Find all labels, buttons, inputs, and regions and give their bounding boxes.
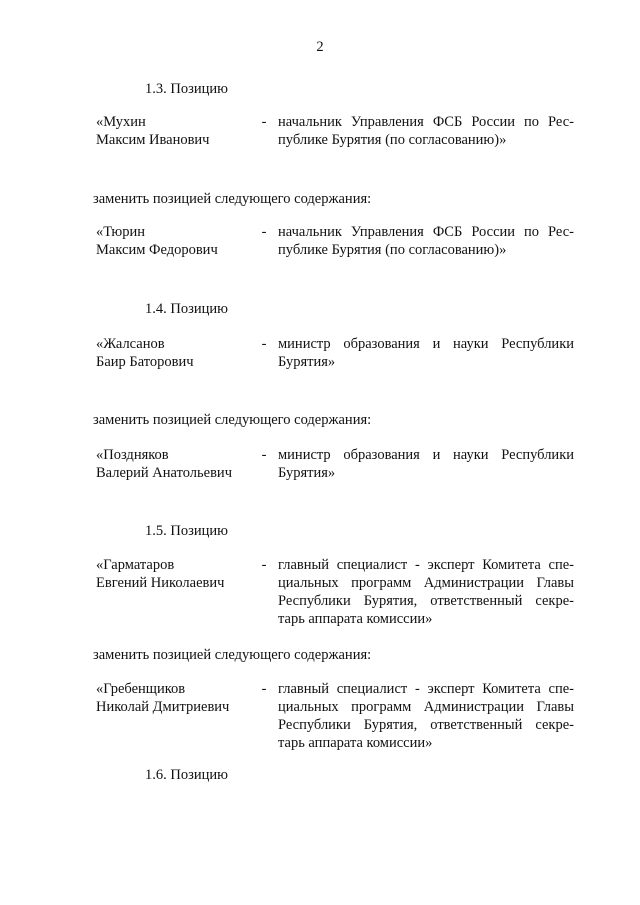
- person-name-line2: Максим Федорович: [96, 242, 218, 258]
- person-name-line1: «Тюрин: [96, 224, 145, 240]
- entry-dash: -: [261, 336, 267, 352]
- description-line: Республики Бурятия, ответственный секре-: [278, 593, 574, 609]
- person-name-line2: Евгений Николаевич: [96, 575, 225, 591]
- entry-dash: -: [261, 557, 267, 573]
- section-heading-1-5: 1.5. Позицию: [145, 523, 228, 539]
- description-line: главный специалист - эксперт Комитета спе-: [278, 557, 574, 573]
- person-name-line1: «Гребенщиков: [96, 681, 186, 697]
- entry-dash: -: [261, 447, 267, 463]
- person-name-line1: «Поздняков: [96, 447, 169, 463]
- description-line: начальник Управления ФСБ России по Рес-: [278, 114, 574, 130]
- person-name-line2: Валерий Анатольевич: [96, 465, 232, 481]
- person-name-line1: «Мухин: [96, 114, 146, 130]
- section-heading-1-4: 1.4. Позицию: [145, 301, 228, 317]
- entry-dash: -: [261, 224, 267, 240]
- section-heading-1-3: 1.3. Позицию: [145, 81, 228, 97]
- description-line: Бурятия»: [278, 354, 336, 370]
- person-name-line2: Баир Баторович: [96, 354, 194, 370]
- description-line: циальных программ Администрации Главы: [278, 575, 574, 591]
- description-line: Республики Бурятия, ответственный секре-: [278, 717, 574, 733]
- description-line: министр образования и науки Республики: [278, 447, 574, 463]
- description-line: начальник Управления ФСБ России по Рес-: [278, 224, 574, 240]
- description-line: циальных программ Администрации Главы: [278, 699, 574, 715]
- replace-instruction: заменить позицией следующего содержания:: [93, 647, 372, 663]
- description-line: публике Бурятия (по согласованию)»: [278, 132, 507, 148]
- person-name-line2: Николай Дмитриевич: [96, 699, 230, 715]
- position-description: [278, 680, 574, 752]
- position-description: [278, 223, 574, 259]
- position-description: [278, 113, 574, 149]
- position-description: [278, 556, 574, 628]
- description-line: тарь аппарата комиссии»: [278, 611, 433, 627]
- entry-dash: -: [261, 114, 267, 130]
- page-number: 2: [316, 39, 324, 55]
- description-line: министр образования и науки Республики: [278, 336, 574, 352]
- person-name-line1: «Гарматаров: [96, 557, 175, 573]
- position-description: [278, 446, 574, 482]
- replace-instruction: заменить позицией следующего содержания:: [93, 191, 372, 207]
- description-line: главный специалист - эксперт Комитета спе-: [278, 681, 574, 697]
- description-line: тарь аппарата комиссии»: [278, 735, 433, 751]
- position-description: [278, 335, 574, 371]
- person-name-line2: Максим Иванович: [96, 132, 210, 148]
- description-line: публике Бурятия (по согласованию)»: [278, 242, 507, 258]
- section-heading-1-6: 1.6. Позицию: [145, 767, 228, 783]
- description-line: Бурятия»: [278, 465, 336, 481]
- entry-dash: -: [261, 681, 267, 697]
- person-name-line1: «Жалсанов: [96, 336, 165, 352]
- replace-instruction: заменить позицией следующего содержания:: [93, 412, 372, 428]
